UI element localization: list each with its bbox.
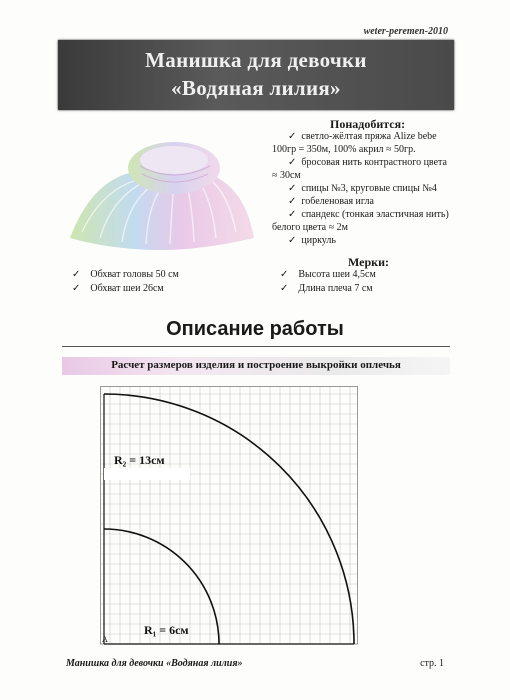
page-number: стр. 1 bbox=[420, 658, 444, 669]
section-subtitle-bar bbox=[62, 357, 450, 375]
outer-arc bbox=[104, 394, 354, 644]
merki-text: Длина плеча 7 см bbox=[298, 283, 373, 294]
r2-label: R₂ = 13см bbox=[114, 453, 165, 467]
needs-item-text-cont: белого цвета ≈ 2м bbox=[272, 222, 348, 233]
checkmark-icon: ✓ bbox=[288, 209, 297, 220]
needs-item-text: светло-жёлтая пряжа Alize bebe bbox=[301, 131, 437, 142]
size-item bbox=[72, 268, 179, 282]
checkmark-icon: ✓ bbox=[288, 183, 297, 194]
dickey-photo bbox=[62, 120, 260, 260]
checkmark-icon: ✓ bbox=[288, 235, 297, 246]
title-line-1: Манишка для девочки bbox=[145, 48, 367, 72]
needs-item-text: спицы №3, круговые спицы №4 bbox=[301, 183, 437, 194]
needs-item bbox=[272, 182, 462, 195]
checkmark-icon: ✓ bbox=[72, 283, 81, 294]
checkmark-icon: ✓ bbox=[288, 196, 297, 207]
needs-list bbox=[272, 130, 462, 247]
needs-item bbox=[272, 130, 462, 156]
needs-item-text-cont: 100гр = 350м, 100% акрил ≈ 50гр. bbox=[272, 144, 416, 155]
section-subtitle: Расчет размеров изделия и построение выкройки оплечья bbox=[111, 359, 401, 371]
merki-item bbox=[280, 282, 376, 296]
sizes-list bbox=[72, 268, 179, 296]
needs-item-text: бросовая нить контрастного цвета bbox=[301, 157, 447, 168]
pattern-diagram bbox=[100, 386, 360, 646]
section-divider bbox=[62, 346, 450, 347]
title-line-2: «Водяная лилия» bbox=[171, 76, 341, 100]
merki-item bbox=[280, 268, 376, 282]
site-label: weter-peremen-2010 bbox=[363, 26, 448, 37]
grid bbox=[100, 386, 358, 644]
r1-label: R₁ = 6см bbox=[144, 623, 189, 637]
size-item bbox=[72, 282, 179, 296]
needs-item-text: циркуль bbox=[301, 235, 336, 246]
checkmark-icon: ✓ bbox=[72, 269, 81, 280]
needs-item bbox=[272, 156, 462, 182]
needs-item bbox=[272, 195, 462, 208]
needs-item-text: спандекс (тонкая эластичная нить) bbox=[301, 209, 449, 220]
title-banner bbox=[58, 40, 454, 110]
checkmark-icon: ✓ bbox=[288, 131, 297, 142]
merki-list bbox=[280, 268, 376, 296]
checkmark-icon: ✓ bbox=[288, 157, 297, 168]
size-text: Обхват головы 50 см bbox=[90, 269, 179, 280]
checkmark-icon: ✓ bbox=[280, 269, 289, 280]
section-title: Описание работы bbox=[166, 318, 344, 340]
size-text: Обхват шеи 26см bbox=[90, 283, 164, 294]
needs-item bbox=[272, 208, 462, 234]
needs-title: Понадобится: bbox=[330, 117, 406, 131]
needs-item-text: гобеленовая игла bbox=[301, 196, 374, 207]
needs-item-text-cont: ≈ 30см bbox=[272, 170, 301, 181]
footer-title: Манишка для девочки «Водяная лилия» bbox=[66, 658, 243, 669]
merki-title: Мерки: bbox=[348, 255, 389, 269]
corner-label: A bbox=[102, 635, 108, 644]
merki-text: Высота шеи 4,5см bbox=[298, 269, 376, 280]
checkmark-icon: ✓ bbox=[280, 283, 289, 294]
needs-item bbox=[272, 234, 462, 247]
